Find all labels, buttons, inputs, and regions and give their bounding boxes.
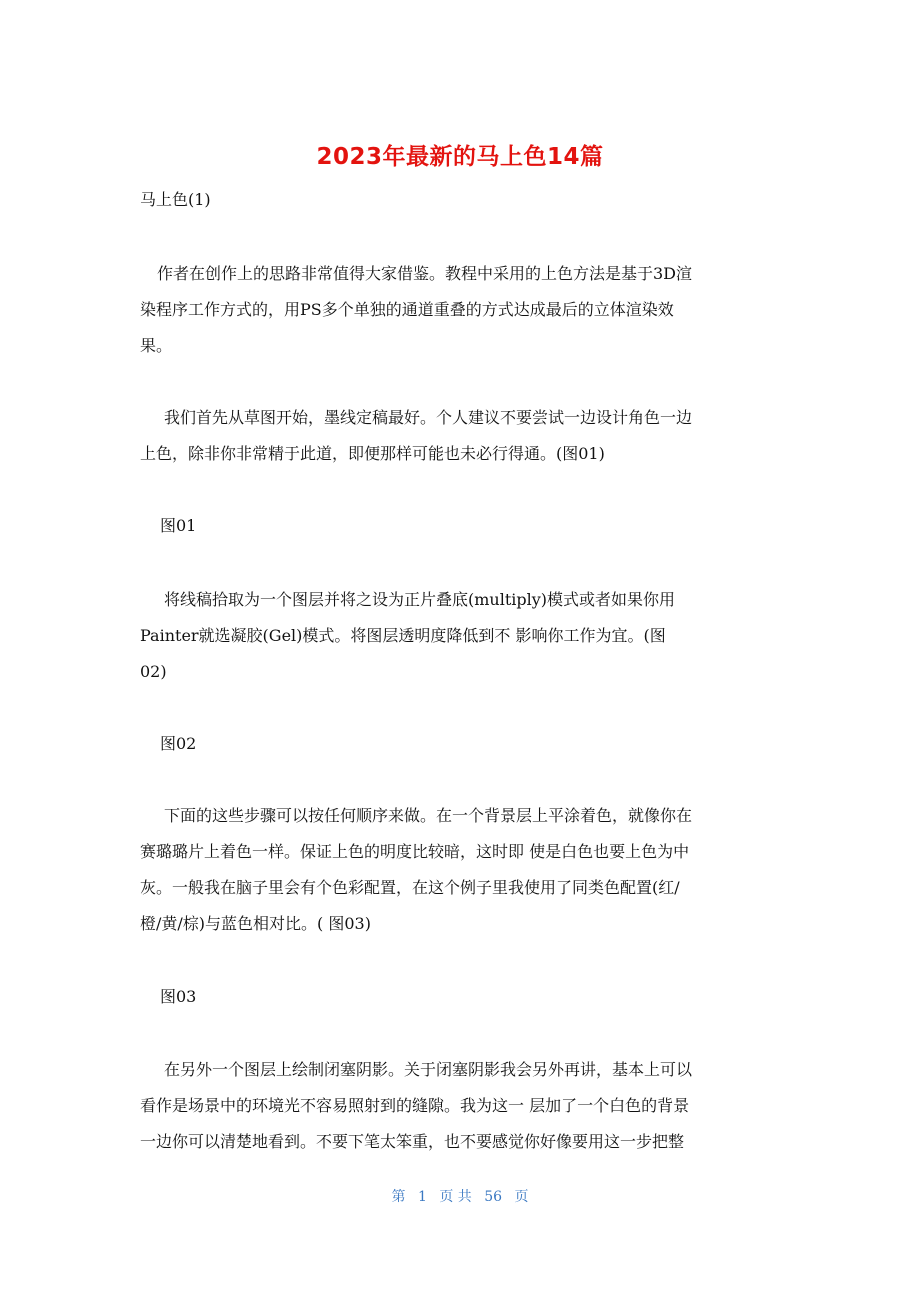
paragraph-line: 在另外一个图层上绘制闭塞阴影。关于闭塞阴影我会另外再讲，基本上可以 [164, 1060, 693, 1079]
footer-prefix: 第 [391, 1189, 406, 1205]
page-footer [0, 1186, 920, 1208]
paragraph-line: 作者在创作上的思路非常值得大家借鉴。教程中采用的上色方法是基于3D渲 [157, 264, 693, 283]
paragraph-line: 果。 [140, 336, 173, 355]
paragraph-line: 一边你可以清楚地看到。不要下笔太笨重，也不要感觉你好像要用这一步把整 [140, 1132, 685, 1151]
figure-caption: 图01 [160, 516, 197, 535]
paragraph-line: 看作是场景中的环境光不容易照射到的缝隙。我为这一 层加了一个白色的背景 [140, 1096, 690, 1115]
figure-caption: 图02 [160, 734, 197, 753]
paragraph-line: 染程序工作方式的，用PS多个单独的通道重叠的方式达成最后的立体渲染效 [140, 300, 674, 319]
paragraph-line: 上色，除非你非常精于此道，即便那样可能也未必行得通。(图01) [140, 444, 605, 463]
paragraph-line: 灰。一般我在脑子里会有个色彩配置，在这个例子里我使用了同类色配置(红/ [140, 878, 680, 897]
current-page-number: 1 [417, 1189, 427, 1205]
paragraph-line: 下面的这些步骤可以按任何顺序来做。在一个背景层上平涂着色，就像你在 [164, 806, 693, 825]
section-heading: 马上色(1) [140, 190, 211, 209]
paragraph-line: 我们首先从草图开始，墨线定稿最好。个人建议不要尝试一边设计角色一边 [164, 408, 693, 427]
paragraph-line: 赛璐璐片上着色一样。保证上色的明度比较暗，这时即 使是白色也要上色为中 [140, 842, 690, 861]
footer-suffix: 页 [514, 1189, 529, 1205]
footer-mid: 页 共 [439, 1189, 472, 1205]
figure-caption: 图03 [160, 987, 197, 1006]
paragraph-line: 将线稿拾取为一个图层并将之设为正片叠底(multiply)模式或者如果你用 [164, 590, 676, 609]
paragraph-line: Painter就选凝胶(Gel)模式。将图层透明度降低到不 影响你工作为宜。(图 [140, 626, 666, 645]
paragraph-line: 橙/黄/棕)与蓝色相对比。( 图03) [140, 914, 371, 933]
total-pages-number: 56 [484, 1189, 503, 1205]
document-title: 2023年最新的马上色14篇 [316, 144, 604, 170]
paragraph-line: 02) [140, 662, 167, 681]
